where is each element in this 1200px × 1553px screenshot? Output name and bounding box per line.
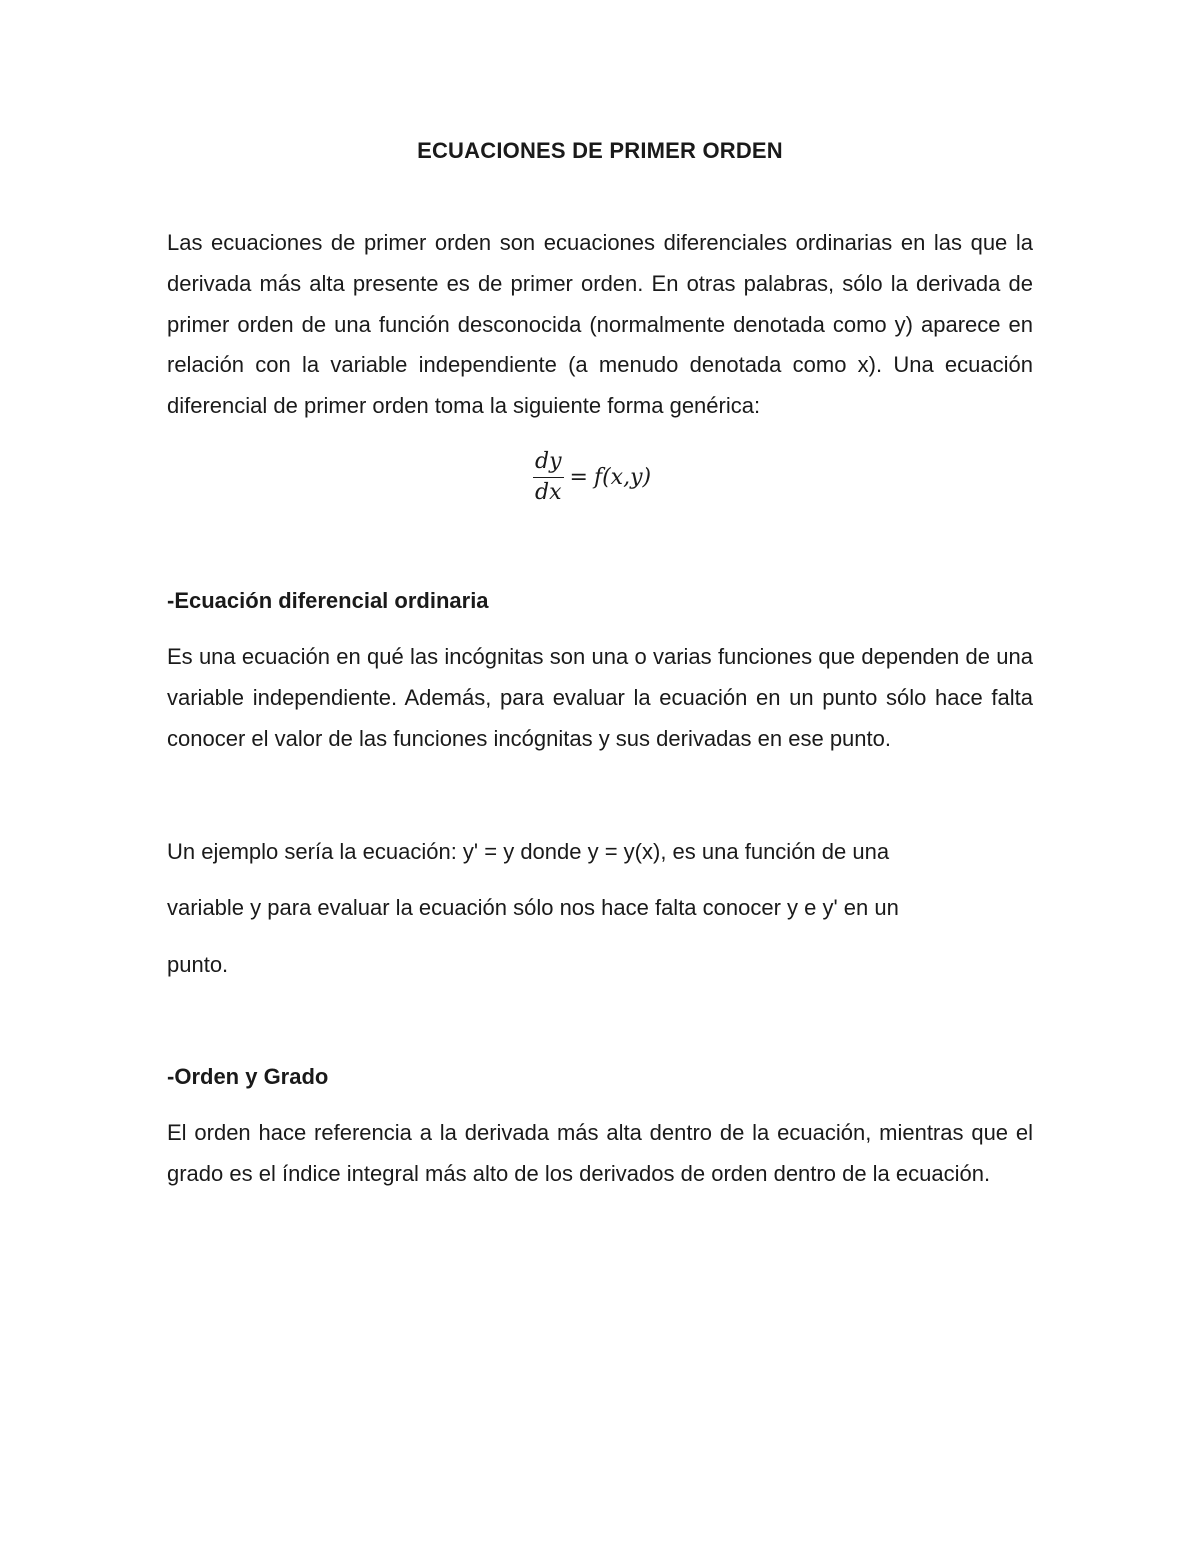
formula-rhs-group <box>568 465 652 490</box>
section-heading-order-degree: -Orden y Grado <box>167 1064 329 1089</box>
example-line-1: Un ejemplo sería la ecuación: y' = y donde y = y(x), es una función de una <box>167 839 890 864</box>
formula-denominator: dx <box>535 479 562 505</box>
example-line-2: variable y para evaluar la ecuación sólo nos hace falta conocer y e y' en un <box>167 895 899 920</box>
derivative-formula <box>533 446 651 508</box>
formula-numerator: dy <box>533 449 564 478</box>
ordinary-ode-paragraph: Es una ecuación en qué las incógnitas son una o varias funciones que dependen de una variable independiente. Además, para evaluar la ecuación en un punto sólo hace falta conocer el valor de las funciones incógnitas y sus derivadas en ese punto. <box>167 644 1033 751</box>
order-degree-paragraph: El orden hace referencia a la derivada más alta dentro de la ecuación, mientras que el grado es el índice integral más alto de los derivados de orden dentro de la ecuación. <box>167 1120 1033 1186</box>
formula-equals: = <box>569 464 588 490</box>
example-line-3: punto. <box>167 952 229 977</box>
formula-rhs: f(x,y) <box>593 464 652 490</box>
intro-paragraph: Las ecuaciones de primer orden son ecuaciones diferenciales ordinarias en las que la derivada más alta presente es de primer orden. En otras palabras, sólo la derivada de primer orden de una función desconocida (normalmente denotada como y) aparece en relación con la variable independiente (a menudo denotada como x). Una ecuación diferencial de primer orden toma la siguiente forma genérica: <box>167 230 1033 419</box>
section-heading-ordinary-ode: -Ecuación diferencial ordinaria <box>167 588 489 613</box>
page-title: ECUACIONES DE PRIMER ORDEN <box>417 138 783 163</box>
formula-fraction <box>533 449 564 506</box>
